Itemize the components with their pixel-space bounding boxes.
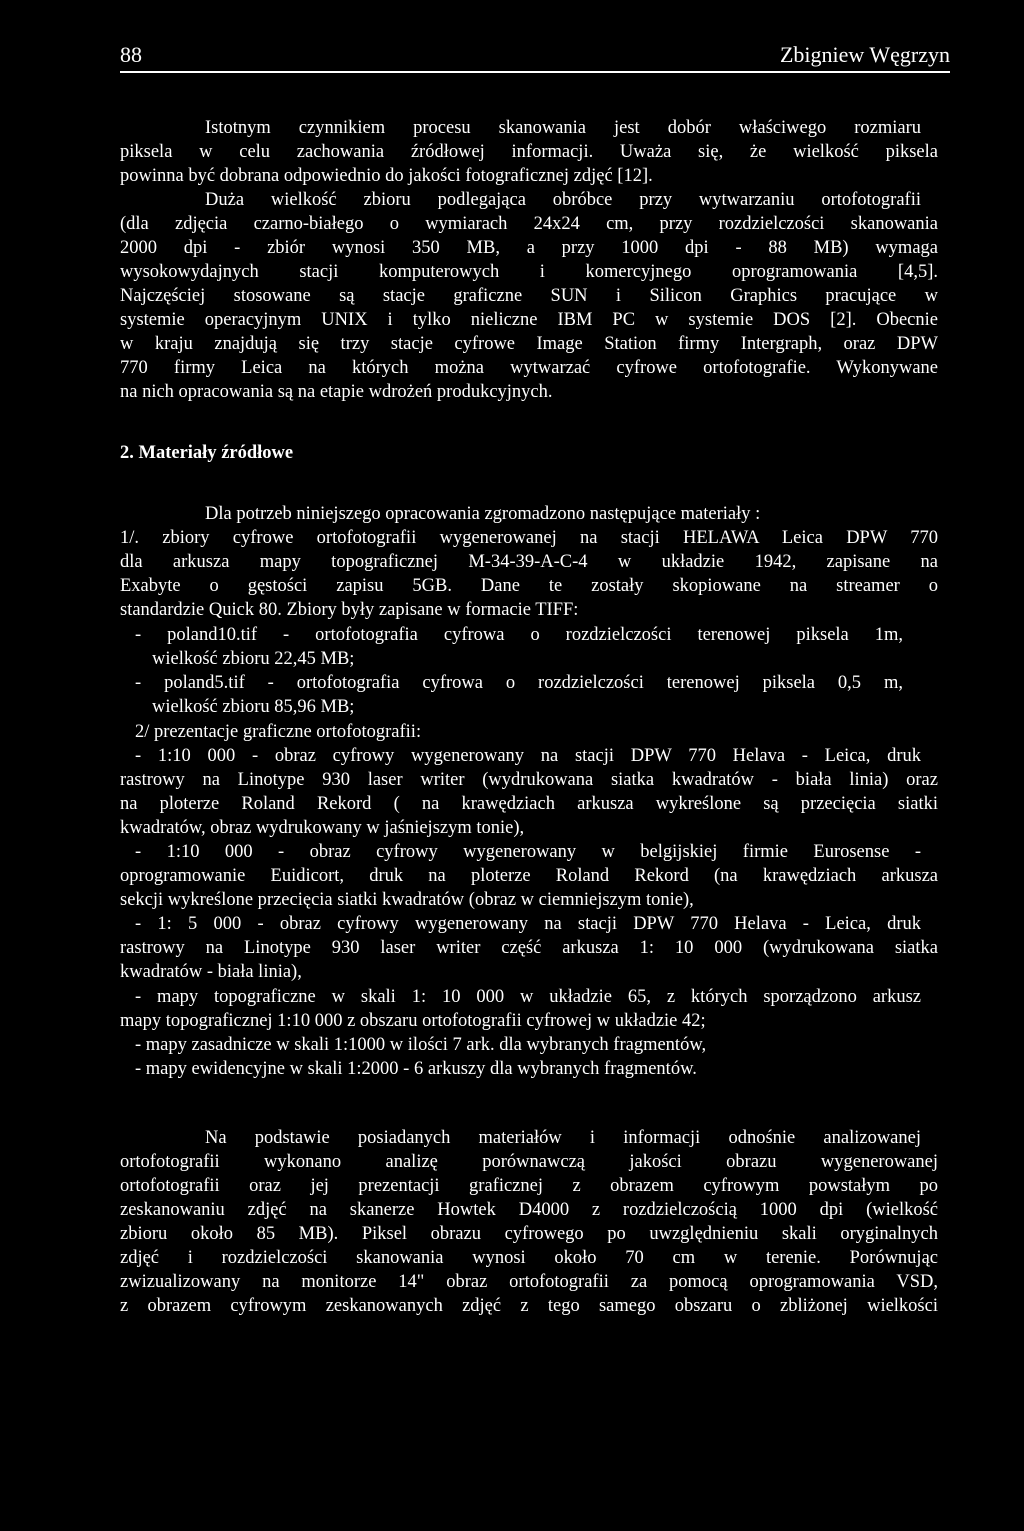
text-line: zwizualizowany na monitorze 14" obraz ortofotografii za pomocą oprogramowania VSD, bbox=[120, 1272, 938, 1292]
text-line: kwadratów, obraz wydrukowany w jaśniejszym tonie), bbox=[120, 818, 525, 838]
running-header bbox=[120, 42, 950, 68]
list-item: 2/ prezentacje graficzne ortofotografii: bbox=[135, 722, 422, 742]
text-line: ortofotografii oraz jej prezentacji graficznej z obrazem cyfrowym powstałym po bbox=[120, 1176, 938, 1196]
text-line: kwadratów - biała linia), bbox=[120, 962, 302, 982]
text-line: rastrowy na Linotype 930 laser writer (wydrukowana siatka kwadratów - biała linia) oraz bbox=[120, 770, 938, 790]
text-line: 2000 dpi - zbiór wynosi 350 MB, a przy 1000 dpi - 88 MB) wymaga bbox=[120, 238, 938, 258]
list-item: - mapy ewidencyjne w skali 1:2000 - 6 arkuszy dla wybranych fragmentów. bbox=[135, 1059, 697, 1079]
text-line: zeskanowaniu zdjęć na skanerze Howtek D4000 z rozdzielczością 1000 dpi (wielkość bbox=[120, 1200, 938, 1220]
text-line: Najczęściej stosowane są stacje graficzne SUN i Silicon Graphics pracujące w bbox=[120, 286, 938, 306]
list-item: - mapy topograficzne w skali 1: 10 000 w układzie 65, z których sporządzono arkusz bbox=[135, 987, 921, 1007]
text-line: (dla zdjęcia czarno-białego o wymiarach 24x24 cm, przy rozdzielczości skanowania bbox=[120, 214, 938, 234]
text-line: sekcji wykreślone przecięcia siatki kwadratów (obraz w ciemniejszym tonie), bbox=[120, 890, 694, 910]
list-item: - poland5.tif - ortofotografia cyfrowa o rozdzielczości terenowej piksela 0,5 m, bbox=[135, 673, 903, 693]
list-item: - 1:10 000 - obraz cyfrowy wygenerowany na stacji DPW 770 Helava - Leica, druk bbox=[135, 746, 921, 766]
text-line: zdjęć i rozdzielczości skanowania wynosi około 70 cm w terenie. Porównując bbox=[120, 1248, 938, 1268]
text-line: Exabyte o gęstości zapisu 5GB. Dane te zostały skopiowane na streamer o bbox=[120, 576, 938, 596]
list-item: 1/. zbiory cyfrowe ortofotografii wygenerowanej na stacji HELAWA Leica DPW 770 bbox=[120, 528, 938, 548]
text-line: piksela w celu zachowania źródłowej informacji. Uważa się, że wielkość piksela bbox=[120, 142, 938, 162]
text-line: wielkość zbioru 85,96 MB; bbox=[152, 697, 355, 717]
text-line: Dla potrzeb niniejszego opracowania zgromadzono następujące materiały : bbox=[205, 504, 761, 524]
section-heading: 2. Materiały źródłowe bbox=[120, 443, 294, 463]
text-line: 770 firmy Leica na których można wytwarzać cyfrowe ortofotografie. Wykonywane bbox=[120, 358, 938, 378]
text-line: Istotnym czynnikiem procesu skanowania jest dobór właściwego rozmiaru bbox=[205, 118, 921, 138]
list-item: - mapy zasadnicze w skali 1:1000 w ilości 7 ark. dla wybranych fragmentów, bbox=[135, 1035, 707, 1055]
text-line: oprogramowanie Euidicort, druk na ploterze Roland Rekord (na krawędziach arkusza bbox=[120, 866, 938, 886]
text-line: Duża wielkość zbioru podlegająca obróbce przy wytwarzaniu ortofotografii bbox=[205, 190, 921, 210]
text-line: powinna być dobrana odpowiednio do jakości fotograficznej zdjęć [12]. bbox=[120, 166, 653, 186]
text-line: z obrazem cyfrowym zeskanowanych zdjęć z tego samego obszaru o zbliżonej wielkości bbox=[120, 1296, 938, 1316]
text-line: dla arkusza mapy topograficznej M-34-39-A-C-4 w układzie 1942, zapisane na bbox=[120, 552, 938, 572]
text-line: w kraju znajdują się trzy stacje cyfrowe Image Station firmy Intergraph, oraz DPW bbox=[120, 334, 938, 354]
text-line: Na podstawie posiadanych materiałów i informacji odnośnie analizowanej bbox=[205, 1128, 921, 1148]
page-number: 88 bbox=[120, 42, 142, 67]
author-name: Zbigniew Węgrzyn bbox=[779, 42, 950, 67]
list-item: - 1:10 000 - obraz cyfrowy wygenerowany w belgijskiej firmie Eurosense - bbox=[135, 842, 921, 862]
text-line: rastrowy na Linotype 930 laser writer część arkusza 1: 10 000 (wydrukowana siatka bbox=[120, 938, 938, 958]
text-line: wysokowydajnych stacji komputerowych i komercyjnego oprogramowania [4,5]. bbox=[120, 262, 938, 282]
text-line: ortofotografii wykonano analizę porównawczą jakości obrazu wygenerowanej bbox=[120, 1152, 938, 1172]
text-line: standardzie Quick 80. Zbiory były zapisane w formacie TIFF: bbox=[120, 600, 579, 620]
text-line: mapy topograficznej 1:10 000 z obszaru ortofotografii cyfrowej w układzie 42; bbox=[120, 1011, 706, 1031]
list-item: - 1: 5 000 - obraz cyfrowy wygenerowany na stacji DPW 770 Helava - Leica, druk bbox=[135, 914, 921, 934]
header-rule bbox=[120, 71, 950, 73]
text-line: na ploterze Roland Rekord ( na krawędziach arkusza wykreślone są przecięcia siatki bbox=[120, 794, 938, 814]
text-line: wielkość zbioru 22,45 MB; bbox=[152, 649, 355, 669]
text-line: na nich opracowania są na etapie wdrożeń produkcyjnych. bbox=[120, 382, 553, 402]
text-line: zbioru około 85 MB). Piksel obrazu cyfrowego po uwzględnieniu skali oryginalnych bbox=[120, 1224, 938, 1244]
text-line: systemie operacyjnym UNIX i tylko nieliczne IBM PC w systemie DOS [2]. Obecnie bbox=[120, 310, 938, 330]
list-item: - poland10.tif - ortofotografia cyfrowa o rozdzielczości terenowej piksela 1m, bbox=[135, 625, 903, 645]
